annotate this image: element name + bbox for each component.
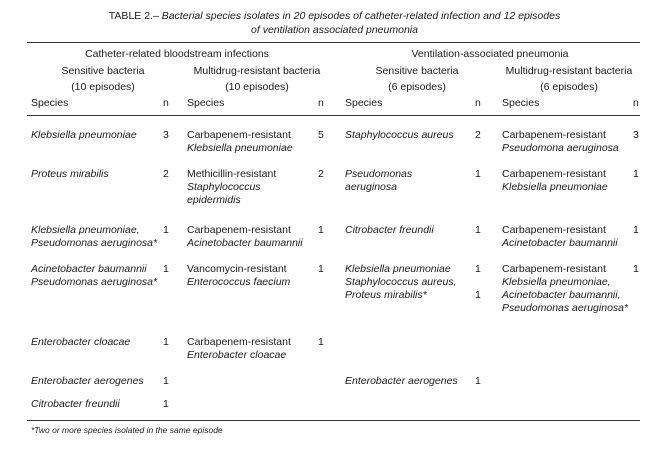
species-cell: Carbapenem-resistant — [502, 224, 606, 236]
count-cell: 2 — [163, 168, 169, 180]
count-cell: 1 — [475, 289, 481, 301]
subgroup-crbsi-sensitive-episodes: (10 episodes) — [71, 81, 135, 93]
count-cell: 5 — [318, 129, 324, 141]
table-title — [0, 10, 669, 23]
species-cell: Pseudomonas aeruginosa* — [31, 237, 158, 249]
count-cell: 1 — [475, 168, 481, 180]
species-cell: Klebsiella pneumoniae — [31, 129, 137, 141]
count-cell: 1 — [633, 263, 639, 275]
species-cell: Vancomycin-resistant — [187, 263, 287, 275]
species-cell: Enterobacter aerogenes — [31, 375, 144, 387]
count-cell: 1 — [163, 336, 169, 348]
col-header-n: n — [633, 97, 639, 109]
count-cell: 1 — [318, 336, 324, 348]
count-cell: 3 — [163, 129, 169, 141]
col-header-species: Species — [187, 97, 225, 109]
subgroup-vap-sensitive: Sensitive bacteria — [375, 65, 459, 77]
col-header-species: Species — [31, 97, 69, 109]
table-title-line2: of ventilation associated pneumonia — [251, 24, 418, 36]
species-cell: Methicillin-resistant — [187, 168, 277, 180]
species-cell: Carbapenem-resistant — [187, 129, 291, 141]
col-header-n: n — [318, 97, 324, 109]
table-title-line1: Bacterial species isolates in 20 episodes of catheter-related infection and 12 episodes — [161, 10, 561, 22]
species-cell: Enterobacter cloacae — [31, 336, 131, 348]
top-rule — [27, 42, 640, 43]
species-cell: Carbapenem-resistant — [187, 224, 291, 236]
header-rule — [27, 115, 640, 116]
count-cell: 2 — [318, 168, 324, 180]
species-cell: Enterobacter aerogenes — [345, 375, 458, 387]
count-cell: 3 — [633, 129, 639, 141]
species-cell: Enterococcus faecium — [187, 276, 291, 288]
subgroup-vap-mdr: Multidrug-resistant bacteria — [505, 65, 633, 77]
species-cell: Carbapenem-resistant — [187, 336, 291, 348]
species-cell: Staphylococcus — [187, 181, 261, 193]
species-cell: Pseudomona aeruginosa — [502, 142, 619, 154]
species-cell: Staphylococcus aureus, — [345, 276, 457, 288]
species-cell: Pseudomonas — [345, 168, 413, 180]
species-cell: Enterobacter cloacae — [187, 349, 287, 361]
species-cell: Acinetobacter baumannii — [502, 237, 618, 249]
count-cell: 1 — [163, 375, 169, 387]
species-cell: Klebsiella pneumoniae — [502, 181, 608, 193]
species-cell: Proteus mirabilis — [31, 168, 109, 180]
subgroup-crbsi-sensitive: Sensitive bacteria — [61, 65, 145, 77]
count-cell: 1 — [475, 224, 481, 236]
species-cell: aeruginosa — [345, 181, 397, 193]
count-cell: 1 — [475, 263, 481, 275]
col-header-species: Species — [502, 97, 540, 109]
count-cell: 1 — [633, 168, 639, 180]
species-cell: Carbapenem-resistant — [502, 129, 606, 141]
species-cell: Acinetobacter baumannii — [187, 237, 303, 249]
species-cell: Klebsiella pneumoniae — [187, 142, 293, 154]
subgroup-vap-mdr-episodes: (6 episodes) — [540, 81, 598, 93]
count-cell: 1 — [318, 224, 324, 236]
group-header-crbsi: Catheter-related bloodstream infections — [85, 48, 269, 60]
col-header-n: n — [475, 97, 481, 109]
subgroup-crbsi-mdr: Multidrug-resistant bacteria — [193, 65, 321, 77]
species-cell: Staphylococcus aureus — [345, 129, 454, 141]
species-cell: Carbapenem-resistant — [502, 168, 606, 180]
footnote: *Two or more species isolated in the same episode — [31, 425, 223, 435]
table-title-prefix: TABLE 2.– — [108, 10, 162, 22]
species-cell: Pseudomonas aeruginosa* — [31, 276, 158, 288]
species-cell: Acinetobacter baumannii — [31, 263, 147, 275]
species-cell: Citrobacter freundii — [31, 398, 120, 410]
species-cell: epidermidis — [187, 194, 241, 206]
species-cell: Proteus mirabilis* — [345, 289, 427, 301]
count-cell: 2 — [475, 129, 481, 141]
species-cell: Acinetobacter baumannii, — [502, 289, 621, 301]
group-header-vap: Ventilation-associated pneumonia — [411, 48, 569, 60]
species-cell: Klebsiella pneumoniae, — [502, 276, 611, 288]
col-header-species: Species — [345, 97, 383, 109]
bottom-rule — [27, 420, 640, 421]
col-header-n: n — [163, 97, 169, 109]
count-cell: 1 — [163, 224, 169, 236]
subgroup-vap-sensitive-episodes: (6 episodes) — [388, 81, 446, 93]
subgroup-crbsi-mdr-episodes: (10 episodes) — [225, 81, 289, 93]
species-cell: Citrobacter freundii — [345, 224, 434, 236]
count-cell: 1 — [318, 263, 324, 275]
count-cell: 1 — [475, 375, 481, 387]
species-cell: Klebsiella pneumoniae, — [31, 224, 140, 236]
species-cell: Carbapenem-resistant — [502, 263, 606, 275]
species-cell: Klebsiella pneumoniae — [345, 263, 451, 275]
count-cell: 1 — [163, 398, 169, 410]
count-cell: 1 — [163, 263, 169, 275]
species-cell: Pseudomonas aeruginosa* — [502, 302, 629, 314]
count-cell: 1 — [633, 224, 639, 236]
